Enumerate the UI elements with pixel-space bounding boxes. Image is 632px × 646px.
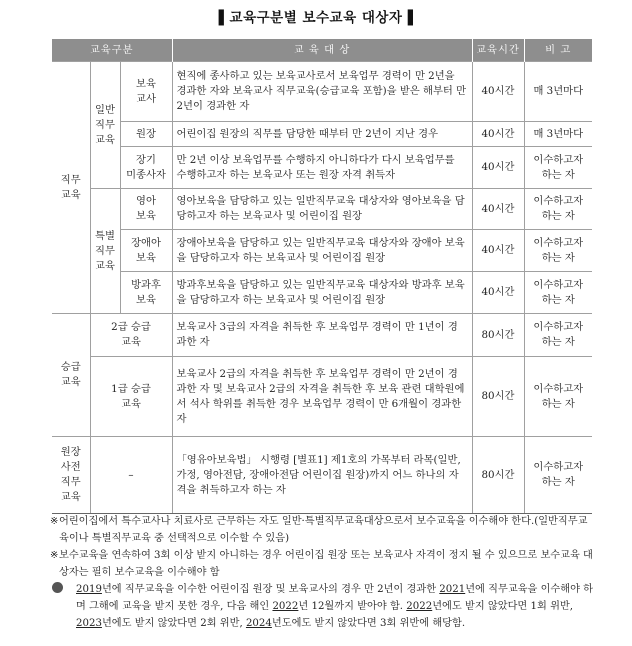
- header-target: 교 육 대 상: [172, 39, 472, 62]
- year-2021: 2021: [439, 584, 466, 595]
- table-row: [52, 147, 592, 189]
- hours-cell: 80시간: [472, 437, 524, 514]
- header-hours: 교육시간: [472, 39, 524, 62]
- group-teukbyeol: 특별 직무 교육: [90, 189, 120, 314]
- target-description: 만 2년 이상 보육업무를 수행하지 아니하다가 다시 보육업무를 수행하고자 하는 보육교사 또는 원장 자격 취득자: [172, 147, 472, 189]
- table-header-row: [52, 39, 592, 62]
- remarks-cell: 이수하고자 하는 자: [524, 147, 592, 189]
- year-2019: 2019: [76, 584, 102, 595]
- header-remarks: 비 고: [524, 39, 592, 62]
- year-2022: 2022: [272, 601, 299, 612]
- hours-cell: 80시간: [472, 314, 524, 357]
- year-2024: 2024: [245, 618, 272, 629]
- sub-category: 2급 승급 교육: [90, 314, 172, 357]
- example-text: 2019년에 직무교육을 이수한 어린이집 원장 및 보육교사의 경우 만 2년이 경과한 2021년에 직무교육을 이수해야 하며 그해에 교육을 받지 못한 경우, 다음 해인 2022년 12월까지 받아야 함. 2022년에도 받지 않았다면 1회 위반, 2023년에도 받지 않았다면 2회 위반, 2024년도에도 받지 않았다면 3회 위반에 해당함.: [76, 584, 594, 629]
- remarks-cell: 이수하고자 하는 자: [524, 314, 592, 357]
- group-wonjang: 원장 사전 직무 교육: [52, 437, 90, 514]
- table-row: [52, 189, 592, 230]
- hours-cell: 40시간: [472, 122, 524, 147]
- sub-category: 방과후 보육: [120, 272, 172, 314]
- target-description: 「영유아보육법」 시행령 [별표1] 제1호의 가목부터 라목(일반, 가정, 영아전담, 장애아전담 어린이집 원장)까지 어느 하나의 자격을 취득하고자 하는 자: [172, 437, 472, 514]
- remarks-cell: 매 3년마다: [524, 122, 592, 147]
- target-description: 보육교사 3급의 자격을 취득한 후 보육업무 경력이 만 1년이 경과한 자: [172, 314, 472, 357]
- table-row: [52, 122, 592, 147]
- target-description: 보육교사 2급의 자격을 취득한 후 보육업무 경력이 만 2년이 경과한 자 및 보육교사 2급의 자격을 취득한 후 보육 관련 대학원에서 석사 학위를 취득한 경우 보육업무 경력이 만 6개월이 경과한 자: [172, 357, 472, 437]
- group-seunggeup: 승급 교육: [52, 314, 90, 437]
- hours-cell: 40시간: [472, 62, 524, 122]
- target-description: 현직에 종사하고 있는 보육교사로서 보육업무 경력이 만 2년을 경과한 자와 보육교사 직무교육(승급교육 포함)을 받은 해부터 만 2년이 경과한 자: [172, 62, 472, 122]
- example-note: [50, 581, 595, 632]
- target-description: 영아보육을 담당하고 있는 일반직무교육 대상자와 영아보육을 담당하고자 하는 보육교사 및 어린이집 원장: [172, 189, 472, 230]
- remarks-cell: 매 3년마다: [524, 62, 592, 122]
- year-2023: 2023: [76, 618, 102, 629]
- footnote-text: 어린이집에서 특수교사나 치료사로 근무하는 자도 일반·특별직무교육대상으로서 보수교육을 이수해야 한다.(일반직무교육이나 특별직무교육 중 선택적으로 이수할 수 있음): [59, 516, 588, 544]
- remarks-cell: 이수하고자 하는 자: [524, 272, 592, 314]
- sub-category: –: [90, 437, 172, 514]
- education-table: [52, 39, 592, 514]
- hours-cell: 80시간: [472, 357, 524, 437]
- table-row: [52, 62, 592, 122]
- sub-category: 원장: [120, 122, 172, 147]
- table-row: [52, 230, 592, 272]
- hours-cell: 40시간: [472, 189, 524, 230]
- target-description: 장애아보육을 담당하고 있는 일반직무교육 대상자와 장애아 보육을 담당하고자 하는 보육교사 및 어린이집 원장: [172, 230, 472, 272]
- note-mark: ※: [50, 550, 59, 561]
- remarks-cell: 이수하고자 하는 자: [524, 189, 592, 230]
- footnotes: [50, 513, 595, 632]
- sub-category: 장기 미종사자: [120, 147, 172, 189]
- target-description: 어린이집 원장의 직무를 담당한 때부터 만 2년이 지난 경우: [172, 122, 472, 147]
- footnote-text: 보수교육을 연속하여 3회 이상 받지 아니하는 경우 어린이집 원장 또는 보육교사 자격이 정지 될 수 있으므로 보수교육 대상자는 필히 보수교육을 이수해야 함: [59, 550, 593, 578]
- remarks-cell: 이수하고자 하는 자: [524, 357, 592, 437]
- sub-category: 1급 승급 교육: [90, 357, 172, 437]
- note-mark: ※: [50, 516, 59, 527]
- hours-cell: 40시간: [472, 147, 524, 189]
- remarks-cell: 이수하고자 하는 자: [524, 230, 592, 272]
- group-ilban: 일반 직무 교육: [90, 62, 120, 189]
- sub-category: 보육 교사: [120, 62, 172, 122]
- group-jikmu: 직무 교육: [52, 62, 90, 314]
- sub-category: 장애아 보육: [120, 230, 172, 272]
- table-row: [52, 437, 592, 514]
- header-category: 교육구분: [52, 39, 172, 62]
- footnote-2: [50, 547, 595, 581]
- hours-cell: 40시간: [472, 272, 524, 314]
- footnote-1: [50, 513, 595, 547]
- table-row: [52, 314, 592, 357]
- table-row: [52, 357, 592, 437]
- target-description: 방과후보육을 담당하고 있는 일반직무교육 대상자와 방과후 보육을 담당하고자 하는 보육교사 및 어린이집 원장: [172, 272, 472, 314]
- sub-category: 영아 보육: [120, 189, 172, 230]
- hours-cell: 40시간: [472, 230, 524, 272]
- table-row: [52, 272, 592, 314]
- remarks-cell: 이수하고자 하는 자: [524, 437, 592, 514]
- example-icon: [52, 582, 63, 593]
- year-2022: 2022: [406, 601, 433, 612]
- page-title: ▌교육구분별 보수교육 대상자▐: [218, 10, 414, 26]
